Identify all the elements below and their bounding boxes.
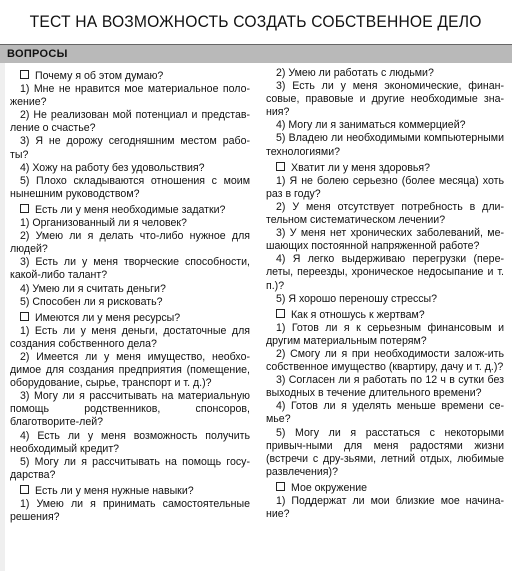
checkbox-square-icon xyxy=(20,204,29,213)
question-text: 5) Я хорошо переношу стрессы? xyxy=(276,292,438,305)
question-text: 1) Умею ли я принимать самостоятельные решения? xyxy=(10,498,250,524)
question-item xyxy=(10,430,250,456)
question-group-heading xyxy=(266,162,504,175)
question-text: Есть ли у меня нужные навыки? xyxy=(35,484,194,497)
section-header xyxy=(0,45,512,64)
question-item xyxy=(266,67,504,80)
question-text: 4) Умею ли я считать деньги? xyxy=(20,282,166,295)
question-item xyxy=(10,325,250,351)
question-text: 5) Могу ли я расстаться с некоторыми привыч-ными для меня радостями жизни (встречи с дру-зьями, летний отдых, любимые развлечения)? xyxy=(266,426,504,478)
question-group-heading xyxy=(266,309,504,322)
question-text: 2) У меня отсутствует потребность в дли-тельном систематическом лечении? xyxy=(266,200,504,227)
question-text: 3) Есть ли у меня творческие способности, какой-либо талант? xyxy=(10,256,250,282)
question-text: 3) У меня нет хронических заболеваний, ме-шающих постоянной напряженной работе? xyxy=(266,227,504,253)
question-item xyxy=(266,119,504,132)
question-text: 3) Я не дорожу сегодняшним местом рабо-ты? xyxy=(10,135,250,161)
question-item xyxy=(10,135,250,161)
question-text: 2) Умею ли я делать что-либо нужное для людей? xyxy=(10,230,250,256)
question-text: 2) Имеется ли у меня имущество, необхо-димое для создания предприятия (помещение, оборудование, сырье, транспорт и т. д.)? xyxy=(10,350,250,390)
question-text: 4) Готов ли я уделять меньше времени се-мье? xyxy=(266,400,504,426)
question-text: Хватит ли у меня здоровья? xyxy=(291,161,431,174)
question-item xyxy=(266,227,504,253)
checkbox-square-icon xyxy=(276,162,285,171)
question-text: 1) Поддержат ли мои близкие мое начина-ние? xyxy=(266,495,504,521)
question-item xyxy=(10,296,250,309)
questions-content xyxy=(0,63,512,571)
question-text: 1) Есть ли у меня деньги, достаточные для создания собственного дела? xyxy=(10,324,250,350)
question-item xyxy=(266,495,504,521)
question-text: 2) Смогу ли я при необходимости залож-ить собственное имущество (квартиру, дачу и т. д.)? xyxy=(266,347,504,374)
question-item xyxy=(266,293,504,306)
question-item xyxy=(10,390,250,429)
question-item xyxy=(10,175,250,201)
question-item xyxy=(10,498,250,524)
question-group-heading xyxy=(10,204,250,217)
question-item xyxy=(266,427,504,479)
question-text: Почему я об этом думаю? xyxy=(35,70,164,82)
page-title: ТЕСТ НА ВОЗМОЖНОСТЬ СОЗДАТЬ СОБСТВЕННОЕ ДЕЛО xyxy=(30,12,482,31)
question-item xyxy=(10,256,250,282)
question-text: Есть ли у меня необходимые задатки? xyxy=(35,203,226,216)
question-item xyxy=(266,175,504,201)
question-text: Имеются ли у меня ресурсы? xyxy=(35,311,181,324)
question-group-heading xyxy=(10,485,250,498)
question-item xyxy=(10,283,250,296)
question-item xyxy=(266,80,504,119)
question-item xyxy=(266,132,504,158)
question-text: 5) Способен ли я рисковать? xyxy=(20,295,163,308)
question-item xyxy=(10,83,250,109)
question-group-heading xyxy=(266,482,504,495)
question-text: 3) Согласен ли я работать по 12 ч в сутки без выходных в течение длительного времени? xyxy=(266,374,504,400)
question-text: Мое окружение xyxy=(291,481,368,494)
question-text: 1) Мне не нравится мое материальное поло-жение? xyxy=(10,83,250,109)
question-group-heading xyxy=(10,312,250,325)
question-item xyxy=(266,322,504,348)
question-item xyxy=(10,217,250,230)
right-column xyxy=(256,63,512,571)
question-text: 3) Есть ли у меня экономические, финан-совые, правовые и другие необходимые зна-ния? xyxy=(266,80,504,119)
checkbox-square-icon xyxy=(276,482,285,491)
question-item xyxy=(10,230,250,256)
question-item xyxy=(266,374,504,400)
question-text: 4) Хожу на работу без удовольствия? xyxy=(20,161,205,174)
question-group-heading xyxy=(10,70,250,83)
left-column xyxy=(0,63,256,571)
question-text: 2) Умею ли работать с людьми? xyxy=(276,67,434,79)
checkbox-square-icon xyxy=(276,309,285,318)
question-item xyxy=(10,109,250,135)
question-text: 1) Готов ли я к серьезным финансовым и другим материальным потерям? xyxy=(266,321,504,347)
question-text: 1) Я не болею серьезно (более месяца) хоть раз в году? xyxy=(266,174,504,200)
question-text: 4) Могу ли я заниматься коммерцией? xyxy=(276,119,466,132)
question-text: Как я отношусь к жертвам? xyxy=(291,308,425,321)
question-item xyxy=(10,456,250,482)
question-text: 5) Владею ли необходимыми компьютерными технологиями? xyxy=(266,132,504,158)
question-text: 4) Есть ли у меня возможность получить необходимый кредит? xyxy=(10,429,250,455)
title-bar xyxy=(0,0,512,45)
question-text: 4) Я легко выдерживаю перегрузки (пере-леты, переезды, хроническое недосыпание и т. п.)? xyxy=(266,253,504,292)
question-item xyxy=(10,351,250,390)
checkbox-square-icon xyxy=(20,70,29,79)
question-item xyxy=(266,201,504,227)
question-text: 2) Не реализован мой потенциал и представ-ление о счастье? xyxy=(10,109,250,135)
question-item xyxy=(10,162,250,175)
section-label: ВОПРОСЫ xyxy=(7,48,68,60)
question-text: 3) Могу ли я рассчитывать на материальную помощь родственников, спонсоров, благотворите-лей? xyxy=(10,390,250,429)
checkbox-square-icon xyxy=(20,485,29,494)
question-text: 5) Плохо складываются отношения с моим нынешним руководством? xyxy=(10,174,250,200)
checkbox-square-icon xyxy=(20,312,29,321)
question-item xyxy=(266,253,504,292)
question-item xyxy=(266,400,504,426)
question-item xyxy=(266,348,504,374)
question-text: 5) Могу ли я рассчитывать на помощь госу-дарства? xyxy=(10,455,250,481)
question-text: 1) Организованный ли я человек? xyxy=(20,217,187,230)
